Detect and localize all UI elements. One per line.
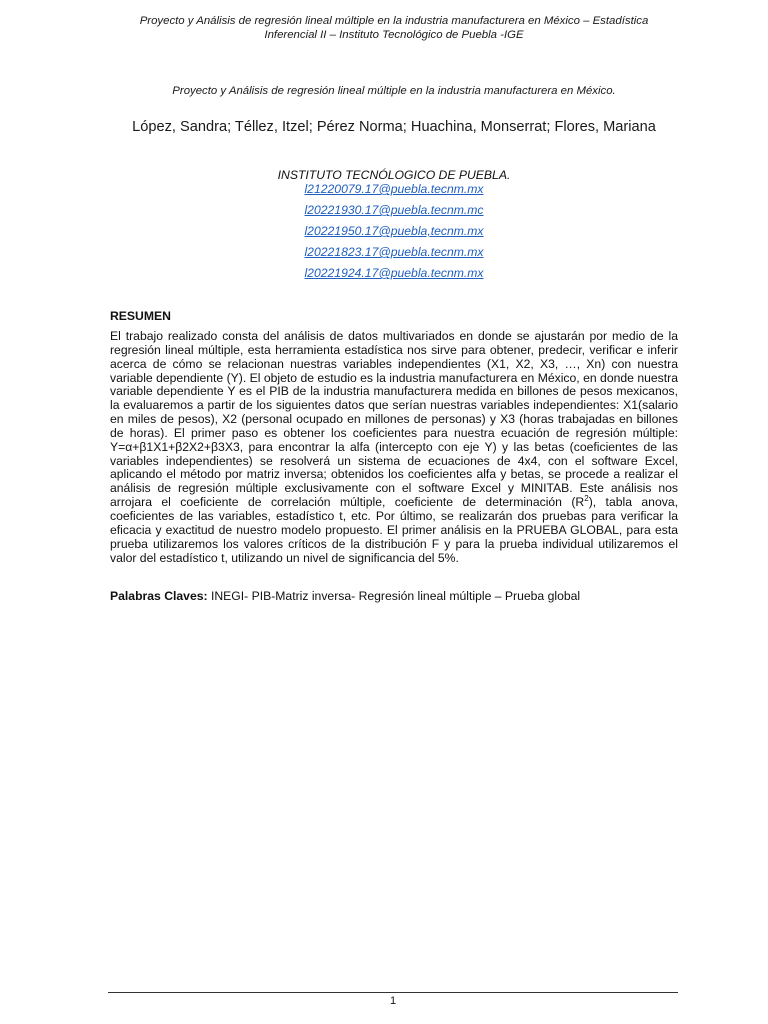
running-header-line1: Proyecto y Análisis de regresión lineal múltiple en la industria manufacturera en México – Estadística	[139, 15, 649, 27]
email-item	[110, 182, 678, 203]
email-item	[110, 266, 678, 287]
email-link-5[interactable]: l20221924.17@puebla.tecnm.mx	[304, 266, 484, 280]
email-link-4[interactable]: l20221823.17@puebla.tecnm.mx	[304, 245, 484, 259]
paper-title: Proyecto y Análisis de regresión lineal múltiple en la industria manufacturera en México.	[172, 85, 616, 97]
r-squared-superscript: 2	[584, 494, 589, 504]
keywords-label: Palabras Claves:	[110, 589, 208, 603]
abstract-text-part2: ), tabla anova, coeficientes de las variables, estadístico t, etc. Por último, se realizarán dos pruebas para verificar la eficacia y exactitud de nuestro modelo propuesto. El primer análisis en la PRUEBA GLOBAL, para esta prueba utilizaremos los valores críticos de la distribución F y para la prueba individual utilizaremos el valor del estadístico t, utilizando un nivel de significancia del 5%.	[110, 495, 678, 565]
abstract-heading: RESUMEN	[110, 309, 171, 323]
email-link-1[interactable]: l21220079.17@puebla.tecnm.mx	[304, 182, 484, 196]
keywords-text: INEGI- PIB-Matriz inversa- Regresión lineal múltiple – Prueba global	[207, 589, 581, 603]
email-item	[110, 224, 678, 245]
abstract-text-part1: El trabajo realizado consta del análisis de datos multivariados en donde se ajustarán por medio de la regresión lineal múltiple, esta herramienta estadística nos sirve para obtener, predecir, verificar e inferir acerca de cómo se relacionan nuestras variables independientes (X1, X2, X3, …, Xn) con nuestra variable dependiente (Y). El objeto de estudio es la industria manufacturera en México, en donde nuestra variable dependiente Y es el PIB de la industria manufacturera medida en billones de pesos mexicanos, la evaluaremos a partir de los siguientes datos que serían nuestras variables independientes: X1(salario en miles de pesos), X2 (personal ocupado en millones de personas) y X3 (horas trabajadas en billones de horas). El primer paso es obtener los coeficientes para nuestra ecuación de regresión múltiple: Y=α+β1X1+β2X2+β3X3, para encontrar la alfa (intercepto con eje Y) y las betas (coeficientes de las variables independientes) se resolverá un sistema de ecuaciones de 4x4, con el software Excel, aplicando el método por matriz inversa; obtenidos los coeficientes alfa y betas, se procede a realizar el análisis de regresión múltiple exclusivamente con el software Excel y MINITAB. Este análisis nos arrojara el coeficiente de correlación múltiple, coeficiente de determinación (R	[110, 329, 678, 510]
email-link-3[interactable]: l20221950.17@puebla,tecnm.mx	[304, 224, 484, 238]
email-list	[110, 182, 678, 287]
email-item	[110, 203, 678, 224]
keywords-line	[110, 589, 678, 603]
institution-name: INSTITUTO TECNÓLOGICO DE PUEBLA.	[277, 168, 511, 182]
page-number: 1	[389, 995, 397, 1007]
email-link-2[interactable]: l20221930.17@puebla.tecnm.mc	[304, 203, 484, 217]
running-header	[110, 14, 678, 42]
author-list: López, Sandra; Téllez, Itzel; Pérez Norma; Huachina, Monserrat; Flores, Mariana	[132, 119, 656, 135]
email-item	[110, 245, 678, 266]
footer-divider	[108, 992, 678, 993]
abstract-body	[110, 330, 678, 565]
running-header-line2: Inferencial II – Instituto Tecnológico de Puebla -IGE	[264, 29, 524, 41]
